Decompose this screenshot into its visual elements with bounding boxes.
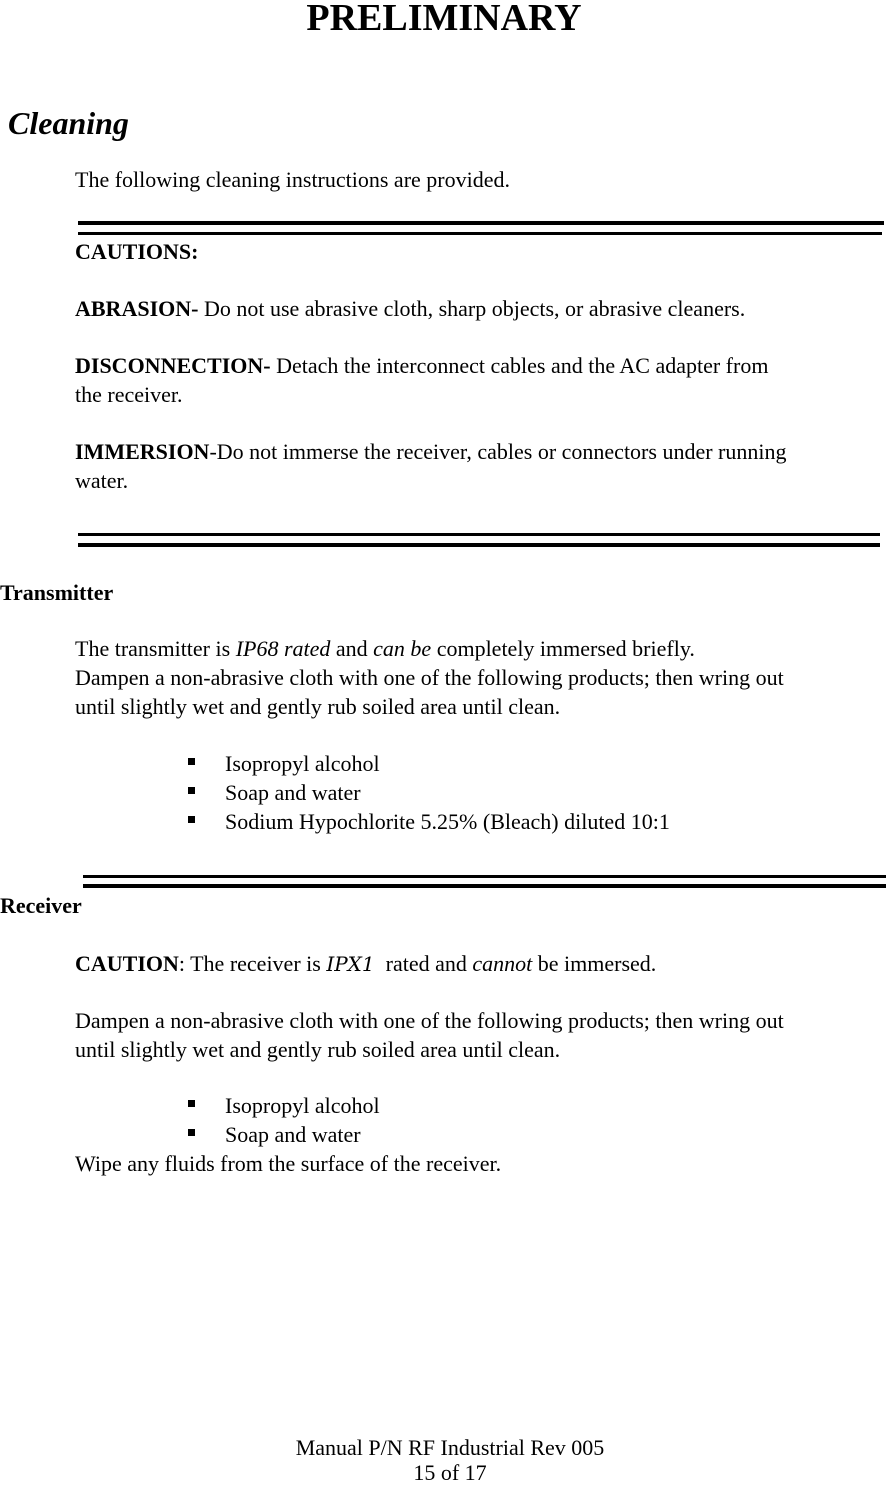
receiver-caution-ipx: IPX1: [326, 952, 375, 976]
section-heading-cleaning: Cleaning: [8, 105, 129, 141]
transmitter-rating-ip: IP68 rated: [235, 636, 331, 661]
caution-disconnection-cont: the receiver.: [75, 382, 183, 407]
immersion-text: -Do not immerse the receiver, cables or connectors under running: [209, 439, 787, 464]
section-heading-receiver: Receiver: [0, 893, 82, 918]
bullet-icon: [188, 1100, 195, 1107]
caution-disconnection: [75, 351, 768, 380]
receiver-rule-2: [83, 884, 886, 888]
disconnection-text: Detach the interconnect cables and the AC adapter from: [270, 353, 769, 378]
transmitter-rating-pre: The transmitter is: [75, 636, 236, 661]
caution-rule-top-2: [78, 232, 882, 235]
receiver-caution-cannot: cannot: [472, 951, 533, 976]
receiver-dampen-line2: until slightly wet and gently rub soiled area until clean.: [75, 1037, 561, 1062]
transmitter-dampen-line1: Dampen a non-abrasive cloth with one of the following products; then wring out: [75, 665, 784, 690]
page-title: PRELIMINARY: [306, 0, 582, 39]
transmitter-rating-mid: and: [330, 636, 374, 661]
abrasion-text: Do not use abrasive cloth, sharp objects, or abrasive cleaners.: [198, 296, 746, 321]
disconnection-label: DISCONNECTION-: [75, 353, 271, 378]
bullet-icon: [188, 758, 195, 765]
receiver-dampen-line1: Dampen a non-abrasive cloth with one of the following products; then wring out: [75, 1008, 784, 1033]
receiver-caution-post: be immersed.: [532, 951, 657, 976]
footer-manual: Manual P/N RF Industrial Rev 005: [295, 1435, 605, 1460]
caution-immersion: [75, 437, 786, 466]
receiver-caution-label: CAUTION: [75, 951, 179, 976]
transmitter-rating: [75, 634, 695, 663]
receiver-rule-1: [83, 875, 886, 878]
transmitter-dampen-line2: until slightly wet and gently rub soiled area until clean.: [75, 694, 561, 719]
bullet-icon: [188, 787, 195, 794]
transmitter-rating-canbe: can be: [373, 636, 432, 661]
transmitter-rating-post: completely immersed briefly.: [431, 636, 695, 661]
cleaning-intro: The following cleaning instructions are provided.: [75, 167, 510, 192]
bullet-icon: [188, 1129, 195, 1136]
receiver-product-item: Soap and water: [225, 1122, 361, 1147]
caution-immersion-cont: water.: [75, 468, 129, 493]
receiver-caution: [75, 949, 656, 979]
cautions-heading: CAUTIONS:: [75, 239, 199, 264]
section-heading-transmitter: Transmitter: [0, 580, 114, 605]
transmitter-product-item: Soap and water: [225, 780, 361, 805]
receiver-caution-mid: rated and: [374, 951, 473, 976]
receiver-wipe: Wipe any fluids from the surface of the receiver.: [75, 1151, 502, 1176]
immersion-label: IMMERSION: [75, 439, 210, 464]
transmitter-product-item: Sodium Hypochlorite 5.25% (Bleach) diluted 10:1: [225, 809, 670, 834]
abrasion-label: ABRASION-: [75, 296, 199, 321]
transmitter-product-item: Isopropyl alcohol: [225, 751, 380, 776]
receiver-caution-pre: : The receiver is: [178, 951, 327, 976]
caution-rule-bottom-2: [78, 543, 880, 547]
receiver-product-item: Isopropyl alcohol: [225, 1093, 380, 1118]
footer-page-number: 15 of 17: [413, 1460, 487, 1485]
caution-rule-bottom-1: [78, 533, 880, 536]
caution-abrasion: [75, 294, 745, 323]
caution-rule-top-1: [78, 221, 884, 225]
bullet-icon: [188, 816, 195, 823]
